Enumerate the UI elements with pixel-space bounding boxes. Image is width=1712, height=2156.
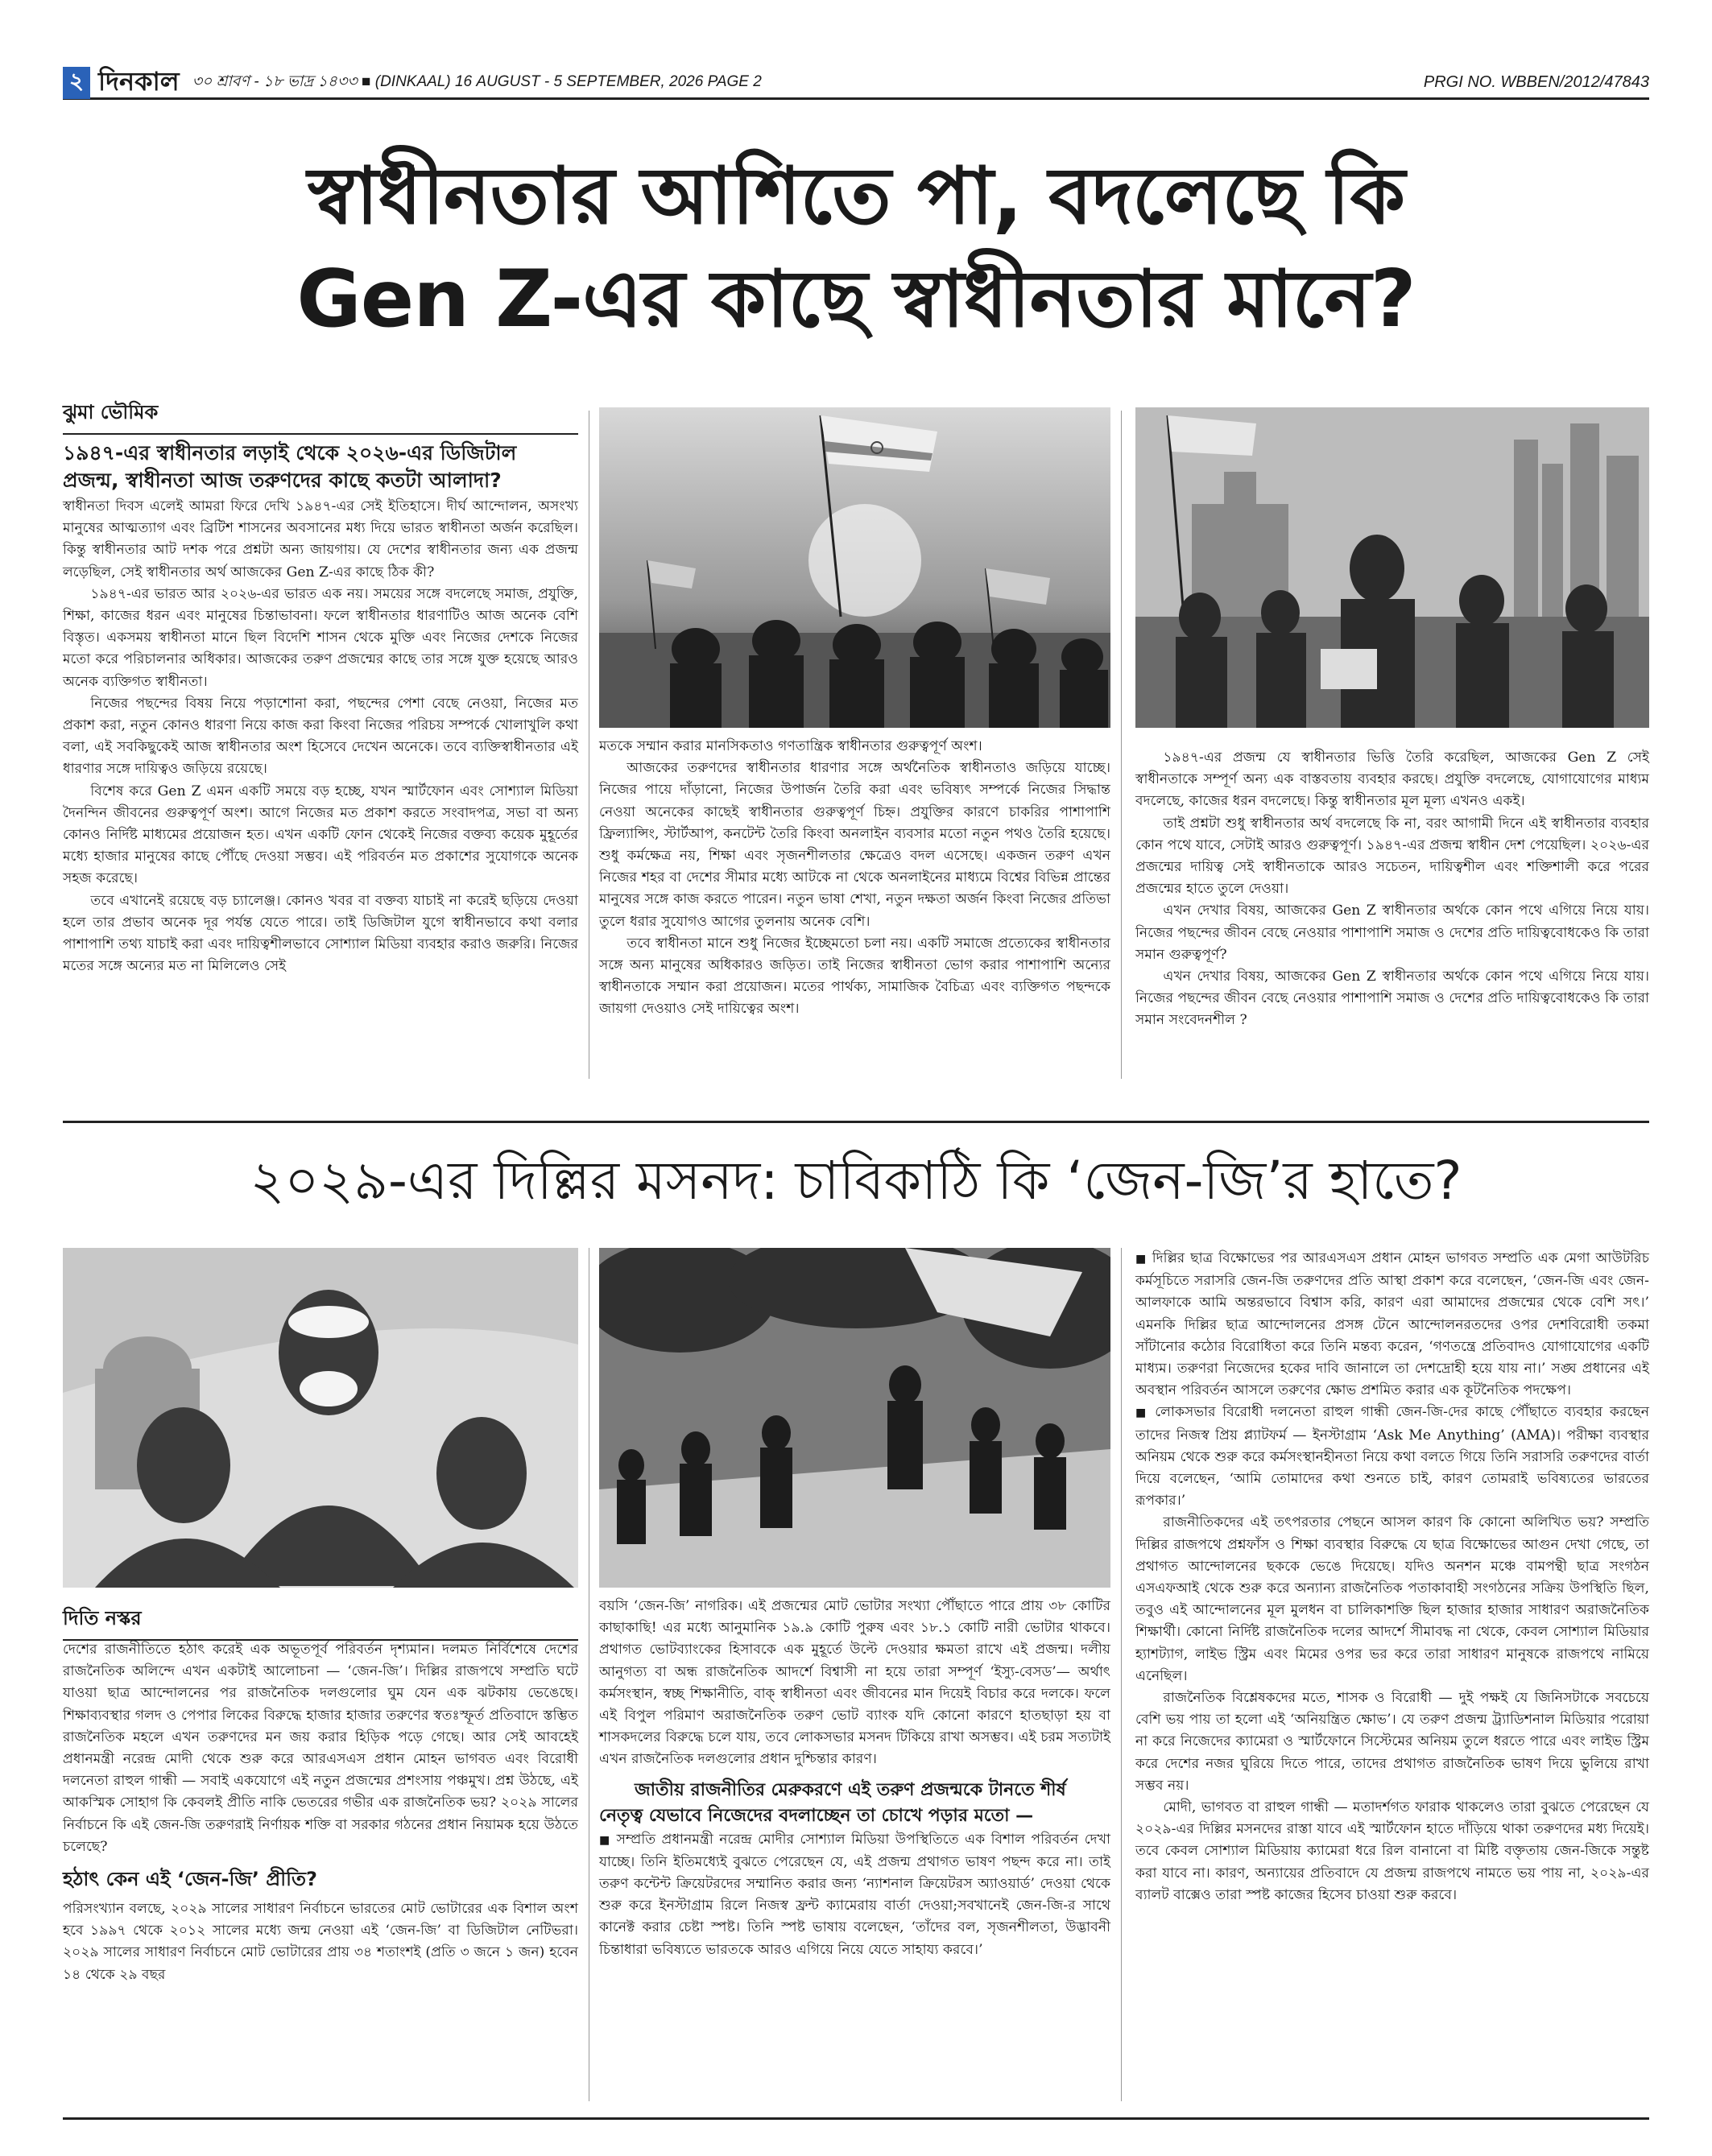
column-rule (1121, 411, 1122, 1079)
paragraph: রাজনৈতিক বিশ্লেষকদের মতে, শাসক ও বিরোধী — দুই পক্ষই যে জিনিসটাকে সবচেয়ে বেশি ভয় পায় তা হলো এই ‘অনিয়ন্ত্রিত ক্ষোভ’। যে তরুণ প্রজন্ম ট্র্যাডিশনাল মিডিয়ার পরোয়া না করে নিজেদের ক্যামেরা ও স্মার্টফোনে সিস্টেমের অনিয়ম তুলে ধরতে পারে এবং লাইভ স্ট্রিম করে দেশের নজর ঘুরিয়ে দিতে পারে, তাদের প্রথাগত রাজনৈতিক ভাষণ দিয়ে ভুলিয়ে রাখা সম্ভব নয়। (1135, 1690, 1649, 1794)
page-bottom-rule (63, 2117, 1649, 2120)
prgi-number: PRGI NO. WBBEN/2012/47843 (1423, 73, 1649, 91)
section-divider (63, 1121, 1649, 1123)
paragraph: ১৯৪৭-এর ভারত আর ২০২৬-এর ভারত এক নয়। সময়ের সঙ্গে বদলেছে সমাজ, প্রযুক্তি, শিক্ষা, কাজের ধরন এবং মানুষের চিন্তাভাবনা। ফলে স্বাধীনতার ধারণাটিও আজ অনেক বেশি বিস্তৃত। একসময় স্বাধীনতা মানে ছিল বিদেশি শাসন থেকে মুক্তি এবং নিজের দেশকে নিজের মতো করে পরিচালনার অধিকার। আজকের তরুণ প্রজন্মের কাছে তার সঙ্গে যুক্ত হয়েছে আরও অনেক ব্যক্তিগত স্বাধীনতা। (63, 585, 578, 690)
headline-line-1: স্বাধীনতার আশিতে পা, বদলেছে কি (307, 151, 1405, 242)
bullet-paragraph: ■ সম্প্রতি প্রধানমন্ত্রী নরেন্দ্র মোদীর সোশ্যাল মিডিয়া উপস্থিতিতে এক বিশাল পরিবর্তন দেখা যাচ্ছে। তিনি ইতিমধ্যেই বুঝতে পেরেছেন যে, এই প্রজন্ম প্রথাগত ভাষণ পছন্দ করে না। তাই তরুণ কন্টেন্ট ক্রিয়েটরদের সম্মানিত করার জন্য ‘ন্যাশনাল ক্রিয়েটরস অ্যাওয়ার্ড’ দেওয়া থেকে শুরু করে ইনস্টাগ্রাম রিলে নিজস্ব ফ্রন্ট ক্যামেরায় বার্তা দেওয়া;সবখানেই জেন-জি-র সাথে কানেক্ট করার চেষ্টা স্পষ্ট। তিনি স্পষ্ট ভাষায় বলেছেন, ‘তাঁদের বল, সৃজনশীলতা, উদ্ভাবনী চিন্তাধারা ভবিষ্যতে ভারতকে আরও এগিয়ে নিয়ে যেতে সাহায্য করবে।’ (599, 1829, 1110, 1961)
article2-col2 (599, 1596, 1110, 1961)
paragraph: নিজের পছন্দের বিষয় নিয়ে পড়াশোনা করা, পছন্দের পেশা বেছে নেওয়া, নিজের মত প্রকাশ করা, নতুন কোনও ধারণা নিয়ে কাজ করা কিংবা নিজের পরিচয় সম্পর্কে খোলাখুলি কথা বলা, এই সবকিছুকেই আজ স্বাধীনতার অংশ হিসেবে দেখেন অনেকে। তবে ব্যক্তিস্বাধীনতার এই ধারণার সঙ্গে দায়িত্বও জড়িয়ে রয়েছে। (63, 695, 578, 778)
article2-col3 (1135, 1248, 1649, 1906)
paragraph: মোদী, ভাগবত বা রাহুল গান্ধী — মতাদর্শগত ফারাক থাকলেও তারা বুঝতে পেরেছেন যে ২০২৯-এর দিল্লির মসনদের রাস্তা যাবে এই স্মার্টফোন হাতে দাঁড়িয়ে থাকা তরুণদের মধ্য দিয়েই। তবে কেবল সোশ্যাল মিডিয়ায় ক্যামেরা ধরে রিল বানানো বা মিষ্টি বক্তৃতায় জেন-জিকে সন্তুষ্ট করা যাবে না। কারণ, অন্যায়ের প্রতিবাদে যে প্রজন্ম রাজপথে নামতে ভয় পায় না, ২০২৯-এর ব্যালট বাক্সেও তারা স্পষ্ট কাজের হিসেব চাওয়া শুরু করবে। (1135, 1799, 1649, 1903)
article2-headline: ২০২৯-এর দিল্লির মসনদ: চাবিকাঠি কি ‘জেন-জি’র হাতে? (250, 1150, 1462, 1212)
article1-headline (63, 145, 1649, 351)
column-rule (1121, 1248, 1122, 2101)
page-number: ২ (63, 67, 90, 99)
paragraph: তাই প্রশ্নটা শুধু স্বাধীনতার অর্থ বদলেছে কি না, বরং আগামী দিনে এই স্বাধীনতার ব্যবহার কোন পথে যাবে, সেটাই আরও গুরুত্বপূর্ণ। ১৯৪৭-এর প্রজন্ম স্বাধীন দেশ পেয়েছিল। ২০২৬-এর প্রজন্মের দায়িত্ব সেই স্বাধীনতাকে আরও সচেতন, দায়িত্বশীল এবং শক্তিশালী করে পরের প্রজন্মের হাতে তুলে দেওয়া। (1135, 815, 1649, 898)
paragraph: বিশেষ করে Gen Z এমন একটি সময়ে বড় হচ্ছে, যখন স্মার্টফোন এবং সোশ্যাল মিডিয়া দৈনন্দিন জীবনের গুরুত্বপূর্ণ অংশ। আগে নিজের মত প্রকাশ করতে সংবাদপত্র, সভা বা অন্য কোনও নির্দিষ্ট মাধ্যমের প্রয়োজন হত। এখন একটি ফোন থেকেই নিজের বক্তব্য কয়েক মুহূর্তের মধ্যে হাজার মানুষের কাছে পৌঁছে দেওয়া সম্ভব। এই পরিবর্তন মত প্রকাশের সুযোগকে অনেক সহজ করেছে। (63, 783, 578, 887)
section-subhead: জাতীয় রাজনীতির মেরুকরণে এই তরুণ প্রজন্মকে টানতে শীর্ষ নেতৃত্ব যেভাবে নিজেদের বদলাচ্ছেন তা চোখে পড়ার মতো — (599, 1779, 1066, 1826)
article2-col1 (63, 1639, 578, 1986)
brand-logo: দিনকাল (98, 65, 180, 97)
bullet-paragraph: ■ দিল্লির ছাত্র বিক্ষোভের পর আরএসএস প্রধান মোহন ভাগবত সম্প্রতি এক মেগা আউটরিচ কর্মসূচিতে সরাসরি জেন-জি তরুণদের প্রতি আস্থা প্রকাশ করে বলেছেন, ‘জেন-জি এবং জেন-আলফাকে আমি অন্তরভাবে বিশ্বাস করি, কারণ এরা আমাদের প্রজন্মের থেকে বেশি সৎ।’ এমনকি দিল্লির ছাত্র আন্দোলনের প্রসঙ্গ টেনে আন্দোলনরতদের ওপর দেশবিরোধী তকমা সাঁটানোর কঠোর বিরোধিতা করে তিনি মন্তব্য করেন, ‘গণতন্ত্রে প্রতিবাদও যোগাযোগের একটি মাধ্যম। তরুণরা নিজেদের হকের দাবি জানালে তা দেশদ্রোহী হয়ে যায় না।’ সঙ্ঘ প্রধানের এই অবস্থান পরিবর্তন আসলে তরুণের ক্ষোভ প্রশমিত করার এক কূটনৈতিক পদক্ষেপ। (1135, 1248, 1649, 1402)
paragraph: মতকে সম্মান করার মানসিকতাও গণতান্ত্রিক স্বাধীনতার গুরুত্বপূর্ণ অংশ। (599, 738, 982, 754)
paragraph: বয়সি ‘জেন-জি’ নাগরিক। এই প্রজন্মের মোট ভোটার সংখ্যা পৌঁছাতে পারে প্রায় ৩৮ কোটির কাছাকাছি! এর মধ্যে আনুমানিক ১৯.৯ কোটি পুরুষ এবং ১৮.১ কোটি নারী ভোটার থাকবে। প্রথাগত ভোটব্যাংকের হিসাবকে এক মুহূর্তে উল্টে দেওয়ার ক্ষমতা রাখে এই প্রজন্ম। দলীয় আনুগত্য বা অন্ধ রাজনৈতিক আদর্শে বিশ্বাসী না হয়ে তারা সম্পূর্ণ ‘ইস্যু-বেসড’— অর্থাৎ কর্মসংস্থান, স্বচ্ছ শিক্ষানীতি, বাক্ স্বাধীনতা এবং জীবনের মান দিয়েই বিচার করে দলকে। ফলে এই বিপুল পরিমাণ অরাজনৈতিক তরুণ ভোট ব্যাংক যদি কোনো কারণে হাতছাড়া হয় বা শাসকদলের বিরুদ্ধে চলে যায়, তবে লোকসভার মসনদ টিকিয়ে রাখা অসম্ভব। এই চরম সত্যটাই এখন রাজনৈতিক দলগুলোর প্রধান দুশ্চিন্তার কারণ। (599, 1598, 1110, 1768)
paragraph: তবে এখানেই রয়েছে বড় চ্যালেঞ্জ। কোনও খবর বা বক্তব্য যাচাই না করেই ছড়িয়ে দেওয়া হলে তার প্রভাব অনেক দূর পর্যন্ত যেতে পারে। তাই ডিজিটাল যুগে স্বাধীনভাবে কথা বলার পাশাপাশি তথ্য যাচাই করা এবং দায়িত্বশীলভাবে সোশ্যাল মিডিয়া ব্যবহার করাও জরুরি। নিজের মতের সঙ্গে অন্যের মত না মিলিলেও সেই (63, 892, 578, 975)
section-subhead: হঠাৎ কেন এই ‘জেন-জি’ প্রীতি? (63, 1868, 317, 1891)
article1-col2 (599, 736, 1110, 1021)
masthead (63, 65, 1649, 100)
article1-subhead: ১৯৪৭-এর স্বাধীনতার লড়াই থেকে ২০২৬-এর ডিজিটাল প্রজন্ম, স্বাধীনতা আজ তরুণদের কাছে কতটা আলাদা? (63, 441, 517, 492)
paragraph: ১৯৪৭-এর প্রজন্ম যে স্বাধীনতার ভিত্তি তৈরি করেছিল, আজকের Gen Z সেই স্বাধীনতাকে সম্পূর্ণ অন্য এক বাস্তবতায় ব্যবহার করছে। প্রযুক্তি বদলেছে, যোগাযোগের মাধ্যম বদলেছে, কাজের ধরন বদলেছে। কিন্তু স্বাধীনতার মূল মূল্য এখনও একই। (1135, 750, 1649, 810)
bullet-paragraph: ■ লোকসভার বিরোধী দলনেতা রাহুল গান্ধী জেন-জি-দের কাছে পৌঁছাতে ব্যবহার করছেন তাদের নিজস্ব প্রিয় প্ল্যাটফর্ম — ইনস্টাগ্রাম ‘Ask Me Anything’ (AMA)। পরীক্ষা ব্যবস্থার অনিয়ম থেকে শুরু করে কর্মসংস্থানহীনতা নিয়ে কথা বলতে গিয়ে তিনি সরাসরি তরুণদের বার্তা দিয়ে বলেছেন, ‘আমি তোমাদের কথা শুনতে চাই, কারণ তোমরাই ভবিষ্যতের ভারতের রূপকার।’ (1135, 1402, 1649, 1512)
paragraph: দেশের রাজনীতিতে হঠাৎ করেই এক অভূতপূর্ব পরিবর্তন দৃশ্যমান। দলমত নির্বিশেষে দেশের রাজনৈতিক অলিন্দে এখন একটাই আলোচনা — ‘জেন-জি’। দিল্লির রাজপথে সম্প্রতি ঘটে যাওয়া ছাত্র আন্দোলনের পর রাজনৈতিক দলগুলোর ঘুম যেন এক ঝটকায় ভেঙেছে। শিক্ষাব্যবস্থার গলদ ও পেপার লিকের বিরুদ্ধে হাজার হাজার তরুণের স্বতঃস্ফূর্ত প্রতিবাদে স্তম্ভিত রাজনৈতিক মহলে এখন তরুণদের মন জয় করার হিড়িক পড়ে গেছে। আর সেই আবহেই প্রধানমন্ত্রী নরেন্দ্র মোদী থেকে শুরু করে আরএসএস প্রধান মোহন ভাগবত এবং বিরোধী দলনেতা রাহুল গান্ধী — সবাই একযোগে এই নতুন প্রজন্মের প্রশংসায় পঞ্চমুখ। প্রশ্ন উঠছে, এই আকস্মিক সোহাগ কি কেবলই প্রীতি নাকি ভেতরের গভীর এক রাজনৈতিক ভয়? ২০২৯ সালের নির্বাচনে কি এই জেন-জি তরুণরাই নির্ণায়ক শক্তি বা সরকার গঠনের প্রধান নিয়ামক হয়ে উঠতে চলেছে? (63, 1642, 578, 1855)
article1-col1 (63, 496, 578, 977)
paragraph: স্বাধীনতা দিবস এলেই আমরা ফিরে দেখি ১৯৪৭-এর সেই ইতিহাসে। দীর্ঘ আন্দোলন, অসংখ্য মানুষের আত্মত্যাগ এবং ব্রিটিশ শাসনের অবসানের মধ্য দিয়ে ভারত স্বাধীনতা অর্জন করেছিল। কিন্তু স্বাধীনতার আট দশক পরে প্রশ্নটা অন্য জায়গায়। যে দেশের স্বাধীনতার জন্য এক প্রজন্ম লড়েছিল, সেই স্বাধীনতার অর্থ আজকের Gen Z-এর কাছে ঠিক কী? (63, 498, 578, 580)
photo-youth-with-flags (599, 407, 1110, 728)
paragraph: রাজনীতিকদের এই তৎপরতার পেছনে আসল কারণ কি কোনো অলিখিত ভয়? সম্প্রতি দিল্লির রাজপথে প্রশ্নফাঁস ও শিক্ষা ব্যবস্থার বিরুদ্ধে যে ছাত্র বিক্ষোভের আগুন দেখা গেছে, তা প্রথাগত আন্দোলনের ছককে ভেঙে দিয়েছে। যদিও অনশন মঞ্চে বামপন্থী ছাত্র সংগঠন এসএফআই থেকে শুরু করে অন্যান্য রাজনৈতিক পতাকাবাহী সংগঠনের সক্রিয় উপস্থিতি ছিল, তবুও এই আন্দোলনের মূল মুলধন বা চালিকাশক্তি ছিল হাজার হাজার সাধারণ অরাজনৈতিক শিক্ষার্থী। কোনো নির্দিষ্ট রাজনৈতিক দলের আদর্শে সীমাবদ্ধ না থেকে, কেবল সোশ্যাল মিডিয়ার হ্যাশট্যাগ, লাইভ স্ট্রিম এবং মিমের ওপর ভর করে তারা সাধারণ মানুষকে রাজপথে নামিয়ে এনেছিল। (1135, 1514, 1649, 1684)
paragraph: আজকের তরুণদের স্বাধীনতার ধারণার সঙ্গে অর্থনৈতিক স্বাধীনতাও জড়িয়ে যাচ্ছে। নিজের পায়ে দাঁড়ানো, নিজের উপার্জন তৈরি করা এবং ভবিষ্যৎ সম্পর্কে নিজের সিদ্ধান্ত নেওয়া অনেকের কাছেই স্বাধীনতার গুরুত্বপূর্ণ চিহ্ন। প্রযুক্তির কারণে চাকরির পাশাপাশি ফ্রিল্যান্সিং, স্টার্টআপ, কনটেন্ট তৈরি কিংবা অনলাইন ব্যবসার মতো নতুন পথও তৈরি হয়েছে। শুধু কর্মক্ষেত্র নয়, শিক্ষা এবং সৃজনশীলতার ক্ষেত্রেও বদল এসেছে। একজন তরুণ এখন নিজের শহর বা দেশের সীমার মধ্যে আটকে না থেকে অনলাইনের মাধ্যমে বিশ্বের বিভিন্ন প্রান্তের মানুষের সঙ্গে কাজ করতে পারেন। নতুন ভাষা শেখা, নতুন দক্ষতা অর্জন কিংবা নিজের প্রতিভা তুলে ধরার সুযোগও আগের তুলনায় অনেক বেশি। (599, 760, 1110, 930)
article2-byline: দিতি নস্কর (63, 1604, 578, 1641)
paragraph: তবে স্বাধীনতা মানে শুধু নিজের ইচ্ছেমতো চলা নয়। একটি সমাজে প্রত্যেকের স্বাধীনতার সঙ্গে অন্য মানুষের অধিকারও জড়িত। তাই নিজের স্বাধীনতা ভোগ করার পাশাপাশি অন্যের স্বাধীনতাকে সম্মান করা প্রয়োজন। মতের পার্থক্য, সামাজিক বৈচিত্র্য এবং ব্যক্তিগত পছন্দকে জায়গা দেওয়াও সেই দায়িত্বের অংশ। (599, 935, 1110, 1018)
article1-byline: ঝুমা ভৌমিক (63, 398, 578, 435)
headline-line-2: Gen Z-এর কাছে স্বাধীনতার মানে? (296, 254, 1416, 345)
paragraph: পরিসংখ্যান বলছে, ২০২৯ সালের সাধারণ নির্বাচনে ভারতের মোট ভোটারের এক বিশাল অংশ হবে ১৯৯৭ থেকে ২০১২ সালের মধ্যে জন্ম নেওয়া এই ‘জেন-জি’ বা ডিজিটাল নেটিভরা। ২০২৯ সালের সাধারণ নির্বাচনে মোট ভোটারের প্রায় ৩৪ শতাংশই (প্রতি ৩ জনে ১ জন) হবেন ১৪ থেকে ২৯ বছর (63, 1901, 578, 1983)
photo-political-leaders (63, 1248, 578, 1588)
photo-students-city (1135, 407, 1649, 728)
paragraph: এখন দেখার বিষয়, আজকের Gen Z স্বাধীনতার অর্থকে কোন পথে এগিয়ে নিয়ে যায়। নিজের পছন্দের জীবন বেছে নেওয়ার পাশাপাশি সমাজ ও দেশের প্রতি দায়িত্ববোধকেও কি তারা সমান সংবেদনশীল ? (1135, 969, 1649, 1029)
dateline: ৩০ শ্রাবণ - ১৮ ভাদ্র ১৪৩৩ ■ (DINKAAL) 16 AUGUST - 5 SEPTEMBER, 2026 PAGE 2 (192, 72, 762, 90)
photo-student-protest (599, 1248, 1110, 1588)
paragraph: এখন দেখার বিষয়, আজকের Gen Z স্বাধীনতার অর্থকে কোন পথে এগিয়ে নিয়ে যায়। নিজের পছন্দের জীবন বেছে নেওয়ার পাশাপাশি সমাজ ও দেশের প্রতি দায়িত্ববোধকেও কি তারা সমান গুরুত্বপূর্ণ? (1135, 902, 1649, 963)
article1-col3 (1135, 747, 1649, 1032)
